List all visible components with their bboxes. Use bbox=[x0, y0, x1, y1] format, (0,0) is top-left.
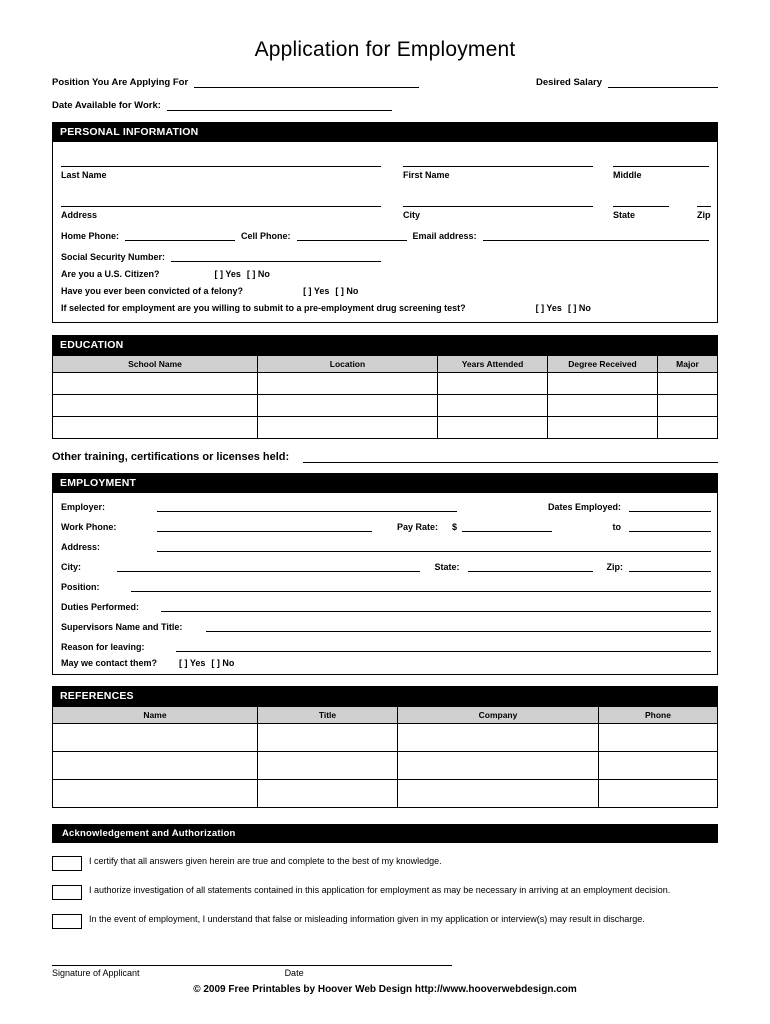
employment-zip-label: Zip: bbox=[606, 562, 623, 572]
drug-screen-row bbox=[61, 303, 709, 313]
education-col-location: Location bbox=[258, 356, 438, 373]
employment-state-label: State: bbox=[434, 562, 460, 572]
table-row bbox=[53, 724, 718, 752]
felony-no-checkbox[interactable]: [ ] No bbox=[335, 286, 359, 296]
acknowledgement-text-2: I authorize investigation of all statements contained in this application for employment as may be necessary in arriving at an employment decision. bbox=[89, 885, 671, 895]
education-cell[interactable] bbox=[53, 373, 258, 395]
pay-rate-input[interactable] bbox=[462, 518, 552, 532]
first-name-input[interactable] bbox=[403, 148, 593, 167]
employment-zip-input[interactable] bbox=[629, 558, 711, 572]
employment-bar: EMPLOYMENT bbox=[52, 473, 718, 493]
state-input[interactable] bbox=[613, 188, 669, 207]
education-cell[interactable] bbox=[53, 417, 258, 439]
list-item bbox=[52, 913, 718, 929]
footer-credit: © 2009 Free Printables by Hoover Web Design http://www.hooverwebdesign.com bbox=[193, 984, 577, 995]
references-col-company: Company bbox=[398, 707, 599, 724]
last-name-input[interactable] bbox=[61, 148, 381, 167]
signature-date-label: Date bbox=[284, 968, 304, 978]
duties-row bbox=[61, 598, 711, 612]
drug-screen-yes-checkbox[interactable]: [ ] Yes bbox=[535, 303, 562, 313]
employer-label: Employer: bbox=[61, 502, 106, 512]
references-cell[interactable] bbox=[398, 724, 599, 752]
references-bar: REFERENCES bbox=[52, 686, 718, 706]
references-cell[interactable] bbox=[599, 724, 718, 752]
position-input[interactable] bbox=[194, 76, 419, 88]
felony-yes-checkbox[interactable]: [ ] Yes bbox=[303, 286, 330, 296]
references-table bbox=[52, 706, 718, 808]
signature-block bbox=[52, 955, 718, 978]
reason-label: Reason for leaving: bbox=[61, 642, 145, 652]
education-col-major: Major bbox=[658, 356, 718, 373]
acknowledgement-text-3: In the event of employment, I understand that false or misleading information given in my application or interview(s) may result in discharge. bbox=[89, 914, 645, 924]
references-cell[interactable] bbox=[258, 780, 398, 808]
to-input[interactable] bbox=[629, 518, 711, 532]
table-row bbox=[53, 780, 718, 808]
ssn-row bbox=[61, 248, 709, 262]
education-col-degree: Degree Received bbox=[548, 356, 658, 373]
references-cell[interactable] bbox=[398, 752, 599, 780]
position-row bbox=[61, 578, 711, 592]
employer-row bbox=[61, 498, 711, 512]
employment-citystatezip-row bbox=[61, 558, 711, 572]
other-training-row bbox=[52, 449, 718, 463]
references-cell[interactable] bbox=[258, 724, 398, 752]
references-col-phone: Phone bbox=[599, 707, 718, 724]
position-label: Position You Are Applying For bbox=[52, 77, 189, 88]
table-row bbox=[53, 752, 718, 780]
education-cell[interactable] bbox=[53, 395, 258, 417]
employment-state-input[interactable] bbox=[468, 558, 593, 572]
ssn-input[interactable] bbox=[171, 248, 381, 262]
education-bar: EDUCATION bbox=[52, 335, 718, 355]
home-phone-label: Home Phone: bbox=[61, 231, 120, 241]
zip-input[interactable] bbox=[697, 188, 711, 207]
personal-information-bar: PERSONAL INFORMATION bbox=[52, 122, 718, 142]
other-training-input[interactable] bbox=[303, 449, 718, 463]
page-title: Application for Employment bbox=[254, 38, 516, 61]
supervisor-row bbox=[61, 618, 711, 632]
list-item bbox=[52, 884, 718, 900]
references-cell[interactable] bbox=[53, 724, 258, 752]
employment-address-input[interactable] bbox=[157, 538, 711, 552]
pay-rate-label: Pay Rate: bbox=[397, 522, 439, 532]
personal-information-box bbox=[52, 142, 718, 323]
cell-phone-input[interactable] bbox=[297, 227, 407, 241]
employment-city-label: City: bbox=[61, 562, 81, 572]
references-cell[interactable] bbox=[53, 780, 258, 808]
list-item bbox=[52, 855, 718, 871]
education-cell[interactable] bbox=[438, 395, 548, 417]
city-label: City bbox=[403, 210, 421, 220]
dates-employed-input[interactable] bbox=[629, 498, 711, 512]
employment-address-row bbox=[61, 538, 711, 552]
position-held-input[interactable] bbox=[131, 578, 711, 592]
references-header-row bbox=[53, 707, 718, 724]
state-label: State bbox=[613, 210, 636, 220]
date-available-input[interactable] bbox=[167, 99, 392, 111]
address-label: Address bbox=[61, 210, 98, 220]
dollar-sign: $ bbox=[452, 522, 458, 532]
may-contact-no-checkbox[interactable]: [ ] No bbox=[211, 658, 235, 668]
education-cell[interactable] bbox=[258, 417, 438, 439]
work-phone-row bbox=[61, 518, 711, 532]
education-cell[interactable] bbox=[258, 395, 438, 417]
email-label: Email address: bbox=[412, 231, 477, 241]
email-input[interactable] bbox=[483, 227, 709, 241]
duties-label: Duties Performed: bbox=[61, 602, 140, 612]
employment-box bbox=[52, 493, 718, 675]
first-name-label: First Name bbox=[403, 170, 450, 180]
position-held-label: Position: bbox=[61, 582, 100, 592]
home-phone-input[interactable] bbox=[125, 227, 235, 241]
citizen-yes-checkbox[interactable]: [ ] Yes bbox=[214, 269, 241, 279]
may-contact-row bbox=[61, 658, 711, 668]
reason-input[interactable] bbox=[176, 638, 711, 652]
acknowledgement-checkbox-1[interactable] bbox=[52, 856, 82, 871]
references-cell[interactable] bbox=[599, 752, 718, 780]
acknowledgement-checkbox-2[interactable] bbox=[52, 885, 82, 900]
cell-phone-label: Cell Phone: bbox=[241, 231, 291, 241]
city-input[interactable] bbox=[403, 188, 593, 207]
citizen-row bbox=[61, 269, 709, 279]
education-cell[interactable] bbox=[258, 373, 438, 395]
signature-label: Signature of Applicant bbox=[52, 968, 140, 978]
zip-label: Zip bbox=[697, 210, 711, 220]
education-table bbox=[52, 355, 718, 439]
work-phone-input[interactable] bbox=[157, 518, 372, 532]
desired-salary-label: Desired Salary bbox=[535, 77, 602, 88]
acknowledgement-text-1: I certify that all answers given herein are true and complete to the best of my knowledge. bbox=[89, 856, 442, 866]
drug-screen-label: If selected for employment are you willing to submit to a pre-employment drug screening test? bbox=[61, 303, 466, 313]
last-name-label: Last Name bbox=[61, 170, 107, 180]
duties-input[interactable] bbox=[161, 598, 711, 612]
education-cell[interactable] bbox=[438, 417, 548, 439]
references-cell[interactable] bbox=[398, 780, 599, 808]
citizen-label: Are you a U.S. Citizen? bbox=[61, 269, 160, 279]
education-cell[interactable] bbox=[548, 373, 658, 395]
references-col-title: Title bbox=[258, 707, 398, 724]
education-cell[interactable] bbox=[658, 417, 718, 439]
references-cell[interactable] bbox=[53, 752, 258, 780]
table-row bbox=[53, 373, 718, 395]
work-phone-label: Work Phone: bbox=[61, 522, 117, 532]
employment-city-input[interactable] bbox=[117, 558, 420, 572]
acknowledgement-bar: Acknowledgement and Authorization bbox=[52, 824, 718, 843]
education-cell[interactable] bbox=[658, 373, 718, 395]
employment-address-label: Address: bbox=[61, 542, 101, 552]
desired-salary-input[interactable] bbox=[608, 76, 718, 88]
date-available-row bbox=[52, 99, 718, 111]
education-cell[interactable] bbox=[548, 417, 658, 439]
supervisor-label: Supervisors Name and Title: bbox=[61, 622, 183, 632]
education-header-row bbox=[53, 356, 718, 373]
supervisor-input[interactable] bbox=[206, 618, 711, 632]
felony-label: Have you ever been convicted of a felony? bbox=[61, 286, 244, 296]
date-available-label: Date Available for Work: bbox=[52, 100, 161, 111]
address-row bbox=[61, 188, 709, 220]
employer-input[interactable] bbox=[157, 498, 457, 512]
phones-row bbox=[61, 227, 709, 241]
acknowledgement-checkbox-3[interactable] bbox=[52, 914, 82, 929]
table-row bbox=[53, 417, 718, 439]
acknowledgement-list bbox=[52, 855, 718, 929]
address-input[interactable] bbox=[61, 188, 381, 207]
education-cell[interactable] bbox=[658, 395, 718, 417]
education-col-years: Years Attended bbox=[438, 356, 548, 373]
to-label: to bbox=[612, 522, 621, 532]
education-cell[interactable] bbox=[438, 373, 548, 395]
other-training-label: Other training, certifications or licenses held: bbox=[52, 451, 290, 463]
references-cell[interactable] bbox=[599, 780, 718, 808]
dates-employed-label: Dates Employed: bbox=[547, 502, 621, 512]
middle-name-input[interactable] bbox=[613, 148, 709, 167]
education-col-school: School Name bbox=[53, 356, 258, 373]
education-cell[interactable] bbox=[548, 395, 658, 417]
references-col-name: Name bbox=[53, 707, 258, 724]
drug-screen-no-checkbox[interactable]: [ ] No bbox=[567, 303, 591, 313]
felony-row bbox=[61, 286, 709, 296]
name-row bbox=[61, 148, 709, 180]
ssn-label: Social Security Number: bbox=[61, 252, 166, 262]
signature-input[interactable] bbox=[52, 955, 452, 966]
references-cell[interactable] bbox=[258, 752, 398, 780]
reason-row bbox=[61, 638, 711, 652]
may-contact-yes-checkbox[interactable]: [ ] Yes bbox=[179, 658, 206, 668]
table-row bbox=[53, 395, 718, 417]
middle-name-label: Middle bbox=[613, 170, 642, 180]
may-contact-label: May we contact them? bbox=[61, 658, 158, 668]
position-salary-row bbox=[52, 76, 718, 88]
citizen-no-checkbox[interactable]: [ ] No bbox=[246, 269, 270, 279]
